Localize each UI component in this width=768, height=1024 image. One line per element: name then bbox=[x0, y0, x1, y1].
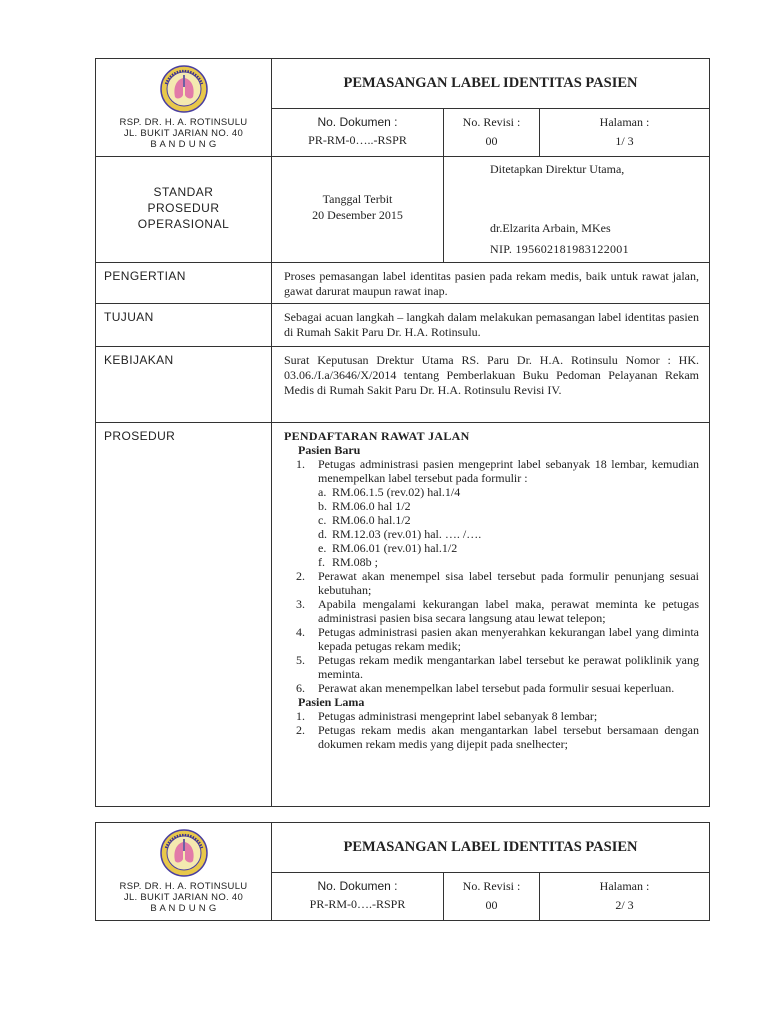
pasien-baru-steps bbox=[284, 457, 699, 695]
doc-number-cell bbox=[272, 873, 444, 921]
hospital-city: B A N D U N G bbox=[150, 903, 217, 914]
formulir-letter: f. bbox=[318, 555, 325, 569]
formulir-text: RM.06.0 hal.1/2 bbox=[332, 513, 411, 527]
list-item bbox=[318, 513, 699, 527]
director-name: dr.Elzarita Arbain, MKes bbox=[490, 221, 611, 235]
issue-date-cell bbox=[272, 157, 444, 263]
page-value: 1/ 3 bbox=[615, 134, 634, 148]
prosedur-content bbox=[272, 423, 710, 807]
revision-label: No. Revisi : bbox=[462, 879, 521, 893]
issue-date-value: 20 Desember 2015 bbox=[312, 208, 403, 222]
pasien-lama-steps bbox=[284, 709, 699, 751]
list-item bbox=[318, 527, 699, 541]
document-title: PEMASANGAN LABEL IDENTITAS PASIEN bbox=[272, 59, 710, 109]
hospital-city: B A N D U N G bbox=[150, 139, 217, 150]
step-number: 2. bbox=[296, 723, 305, 737]
hospital-identity-cell bbox=[96, 59, 272, 157]
revision-cell bbox=[444, 109, 540, 157]
formulir-letter: b. bbox=[318, 499, 327, 513]
step-text: Petugas administrasi pasien akan menyerahkan kekurangan label yang diminta kepada petugas rekam medik; bbox=[318, 625, 700, 653]
step-text: Petugas rekam medis akan mengantarkan label tersebut bersamaan dengan dokumen rekam medis yang dijepit pada snelhecter; bbox=[318, 723, 700, 751]
page-label: Halaman : bbox=[599, 879, 650, 893]
prosedur-heading: PENDAFTARAN RAWAT JALAN bbox=[284, 429, 470, 443]
kebijakan-label: KEBIJAKAN bbox=[96, 347, 272, 423]
kebijakan-text: Surat Keputusan Drektur Utama RS. Paru Dr. H.A. Rotinsulu Nomor : HK. 03.06./I.a/3646/X/2014 tentang Pemberlakuan Buku Pedoman Pelayanan Rekam Medis di Rumah Sakit Paru Dr. H.A. Rotinsulu Revisi IV. bbox=[272, 347, 710, 423]
list-item bbox=[284, 597, 699, 625]
formulir-letter: d. bbox=[318, 527, 327, 541]
hospital-name: RSP. DR. H. A. ROTINSULU bbox=[119, 881, 248, 892]
step-number: 1. bbox=[296, 457, 305, 471]
formulir-letter: c. bbox=[318, 513, 327, 527]
sop-label-line3: OPERASIONAL bbox=[137, 217, 230, 231]
revision-cell bbox=[444, 873, 540, 921]
hospital-address: JL. BUKIT JARIAN NO. 40 bbox=[123, 128, 244, 139]
step-text: Petugas rekam medik mengantarkan label tersebut ke perawat poliklinik yang meminta. bbox=[318, 653, 700, 681]
step-number: 5. bbox=[296, 653, 305, 667]
page-label: Halaman : bbox=[599, 115, 650, 129]
approval-cell bbox=[444, 157, 710, 263]
prosedur-label: PROSEDUR bbox=[96, 423, 272, 807]
step-number: 3. bbox=[296, 597, 305, 611]
doc-number-value: PR-RM-0…..-RSPR bbox=[308, 133, 407, 147]
pasien-baru-title: Pasien Baru bbox=[298, 443, 361, 457]
formulir-text: RM.08b ; bbox=[332, 555, 379, 569]
sop-label-cell bbox=[96, 157, 272, 263]
hospital-logo-icon bbox=[159, 64, 209, 114]
revision-label: No. Revisi : bbox=[462, 115, 521, 129]
doc-number-label: No. Dokumen : bbox=[317, 879, 398, 893]
step-number: 6. bbox=[296, 681, 305, 695]
list-item bbox=[284, 625, 699, 653]
revision-value: 00 bbox=[485, 898, 498, 912]
page-cell bbox=[540, 873, 710, 921]
list-item bbox=[284, 653, 699, 681]
page-value: 2/ 3 bbox=[615, 898, 634, 912]
list-item bbox=[284, 569, 699, 597]
list-item bbox=[318, 499, 699, 513]
formulir-text: RM.06.01 (rev.01) hal.1/2 bbox=[332, 541, 458, 555]
list-item bbox=[318, 541, 699, 555]
step-text: Petugas administrasi mengeprint label sebanyak 8 lembar; bbox=[318, 709, 598, 723]
list-item bbox=[284, 681, 699, 695]
hospital-address: JL. BUKIT JARIAN NO. 40 bbox=[123, 892, 244, 903]
doc-number-value: PR-RM-0….-RSPR bbox=[309, 897, 406, 911]
step-number: 2. bbox=[296, 569, 305, 583]
list-item bbox=[318, 555, 699, 569]
sop-label-line1: STANDAR bbox=[153, 185, 214, 199]
document-title: PEMASANGAN LABEL IDENTITAS PASIEN bbox=[272, 823, 710, 873]
hospital-name: RSP. DR. H. A. ROTINSULU bbox=[119, 117, 248, 128]
issue-date-label: Tanggal Terbit bbox=[322, 192, 393, 206]
page-cell bbox=[540, 109, 710, 157]
step-text: Perawat akan menempel sisa label tersebut pada formulir penunjang sesuai kebutuhan; bbox=[318, 569, 700, 597]
list-item bbox=[318, 485, 699, 499]
formulir-text: RM.12.03 (rev.01) hal. …. /…. bbox=[332, 527, 482, 541]
pengertian-label: PENGERTIAN bbox=[96, 263, 272, 304]
step-number: 1. bbox=[296, 709, 305, 723]
page2-header-table bbox=[95, 822, 710, 921]
formulir-letter: a. bbox=[318, 485, 327, 499]
formulir-text: RM.06.0 hal 1/2 bbox=[332, 499, 411, 513]
tujuan-label: TUJUAN bbox=[96, 304, 272, 347]
formulir-text: RM.06.1.5 (rev.02) hal.1/4 bbox=[332, 485, 461, 499]
sop-label-line2: PROSEDUR bbox=[147, 201, 220, 215]
hospital-identity-cell bbox=[96, 823, 272, 921]
doc-number-cell bbox=[272, 109, 444, 157]
sop-table bbox=[95, 58, 710, 807]
step-text: Perawat akan menempelkan label tersebut pada formulir sesuai keperluan. bbox=[318, 681, 675, 695]
pengertian-text: Proses pemasangan label identitas pasien pada rekam medis, baik untuk rawat jalan, gawat darurat maupun rawat inap. bbox=[272, 263, 710, 304]
list-item bbox=[284, 709, 699, 723]
revision-value: 00 bbox=[485, 134, 498, 148]
formulir-list bbox=[318, 485, 699, 569]
doc-number-label: No. Dokumen : bbox=[317, 115, 398, 129]
tujuan-text: Sebagai acuan langkah – langkah dalam melakukan pemasangan label identitas pasien di Rumah Sakit Paru Dr. H.A. Rotinsulu. bbox=[272, 304, 710, 347]
pasien-lama-title: Pasien Lama bbox=[298, 695, 365, 709]
step-number: 4. bbox=[296, 625, 305, 639]
list-item bbox=[284, 723, 699, 751]
list-item bbox=[284, 457, 699, 569]
approval-text: Ditetapkan Direktur Utama, bbox=[490, 162, 625, 176]
director-nip: NIP. 195602181983122001 bbox=[490, 242, 629, 256]
step-text: Apabila mengalami kekurangan label maka, perawat meminta ke petugas administrasi pasien bisa secara langsung atau lewat telepon; bbox=[318, 597, 700, 625]
step-text: Petugas administrasi pasien mengeprint label sebanyak 18 lembar, kemudian menempelkan label tersebut pada formulir : bbox=[318, 457, 700, 485]
formulir-letter: e. bbox=[318, 541, 327, 555]
hospital-logo-icon bbox=[159, 828, 209, 878]
